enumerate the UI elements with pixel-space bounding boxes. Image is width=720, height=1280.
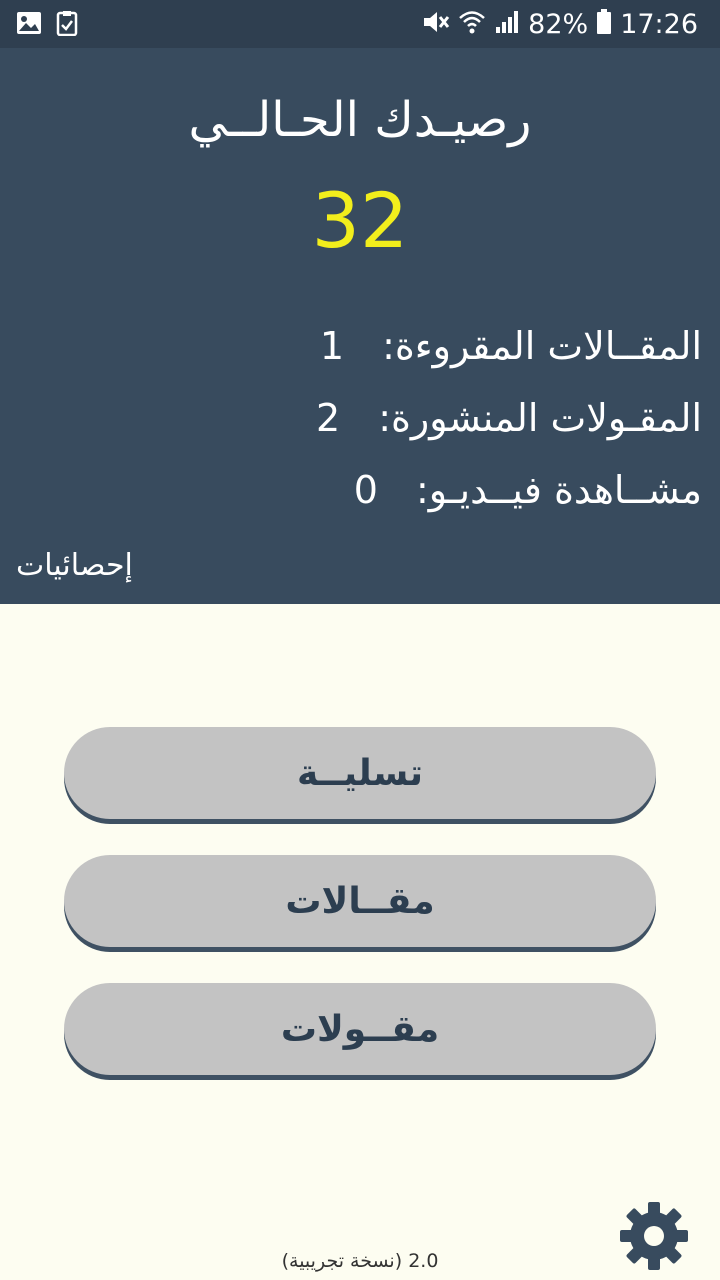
image-icon [16, 11, 42, 39]
wifi-icon [458, 9, 486, 39]
quotes-button[interactable]: مقــولات [64, 983, 656, 1075]
stat-value: 0 [353, 468, 378, 512]
stat-row-quotes-published [262, 392, 702, 444]
clock: 17:26 [620, 8, 698, 40]
statistics-link[interactable]: إحصائيات [16, 548, 133, 583]
balance-title: رصيـدك الحـالــي [188, 92, 532, 148]
balance-value: 32 [311, 176, 409, 265]
stat-label: المقــالات المقروءة: [382, 324, 702, 368]
stat-value: 2 [316, 396, 341, 440]
signal-icon [494, 9, 520, 39]
mute-icon [422, 9, 450, 39]
stat-row-articles-read [262, 320, 702, 372]
articles-button[interactable]: مقــالات [64, 855, 656, 947]
balance-panel [0, 48, 720, 604]
status-bar [0, 0, 720, 48]
version-label: (نسخة تجريبية) 2.0 [281, 1250, 439, 1272]
stat-label: المقـولات المنشورة: [378, 396, 702, 440]
clipboard-check-icon [56, 10, 78, 40]
stat-label: مشــاهدة فيــديـو: [415, 468, 702, 512]
battery-icon [596, 9, 612, 39]
stat-row-video-views [262, 464, 702, 516]
stat-value: 1 [319, 324, 345, 368]
battery-percent: 82% [528, 8, 589, 40]
settings-gear-icon[interactable] [618, 1200, 690, 1272]
entertainment-button[interactable]: تسليــة [64, 727, 656, 819]
